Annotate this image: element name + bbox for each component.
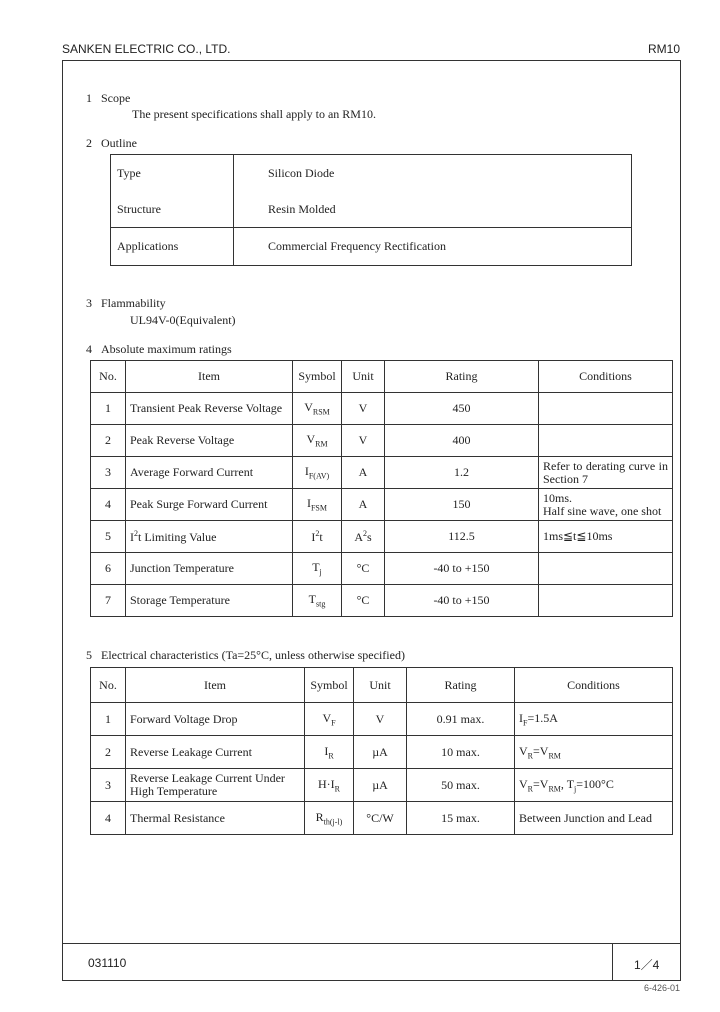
header-symbol: Symbol: [305, 668, 354, 703]
row-conditions: [539, 393, 673, 425]
row-no: 1: [91, 393, 126, 425]
header-rule: [62, 60, 681, 61]
row-unit: µA: [354, 769, 407, 802]
row-unit: $A^2s$: [342, 521, 385, 553]
table-row: [91, 802, 673, 835]
outline-value-applications: Commercial Frequency Rectification: [234, 228, 632, 266]
row-item: Junction Temperature: [126, 553, 293, 585]
table-row: [91, 769, 673, 802]
section-electrical-title: 5 Electrical characteristics (Ta=25°C, unless otherwise specified): [86, 648, 405, 662]
header-item: Item: [126, 668, 305, 703]
outline-value-type: Silicon Diode: [268, 165, 335, 180]
table-row: [91, 703, 673, 736]
section-outline-title: 2 Outline: [86, 136, 137, 150]
header-unit: Unit: [342, 361, 385, 393]
table-row: [91, 393, 673, 425]
row-conditions: Refer to derating curve in Section 7: [539, 457, 673, 489]
header-rating: Rating: [385, 361, 539, 393]
row-unit: A: [342, 457, 385, 489]
row-symbol: $I_{FSM}$: [293, 489, 342, 521]
row-unit: V: [342, 393, 385, 425]
row-unit: µA: [354, 736, 407, 769]
outline-label-applications: Applications: [111, 228, 234, 266]
header-symbol: Symbol: [293, 361, 342, 393]
row-conditions: Between Junction and Lead: [515, 802, 673, 835]
row-symbol: $T_{stg}$: [293, 585, 342, 617]
row-symbol: $V_{RSM}$: [293, 393, 342, 425]
table-row: [91, 457, 673, 489]
outline-values: [234, 155, 632, 228]
row-symbol: $I_R$: [305, 736, 354, 769]
row-no: 7: [91, 585, 126, 617]
row-no: 2: [91, 425, 126, 457]
row-item: Transient Peak Reverse Voltage: [126, 393, 293, 425]
page-border-right: [680, 60, 681, 981]
flammability-text: UL94V-0(Equivalent): [130, 313, 236, 327]
row-symbol: $R_{th(j-l)}$: [305, 802, 354, 835]
row-item: Reverse Leakage Current Under High Temperature: [126, 769, 305, 802]
row-no: 2: [91, 736, 126, 769]
row-item: Peak Surge Forward Current: [126, 489, 293, 521]
row-unit: °C: [342, 585, 385, 617]
outline-label-type: Type: [117, 165, 141, 180]
row-no: 5: [91, 521, 126, 553]
row-item: $I^2t$ Limiting Value: [126, 521, 293, 553]
electrical-header-row: [91, 668, 673, 703]
table-row: [91, 553, 673, 585]
document-code: 031110: [88, 956, 127, 970]
row-conditions: 10ms. Half sine wave, one shot: [539, 489, 673, 521]
table-row: [91, 736, 673, 769]
row-symbol: $I^2t$: [293, 521, 342, 553]
row-item: Peak Reverse Voltage: [126, 425, 293, 457]
row-no: 3: [91, 769, 126, 802]
row-item: Forward Voltage Drop: [126, 703, 305, 736]
header-unit: Unit: [354, 668, 407, 703]
row-conditions: $V_R=V_{RM}$, $T_j=100^\circ C$: [515, 769, 673, 802]
row-no: 3: [91, 457, 126, 489]
section-flammability-title: 3 Flammability: [86, 296, 166, 310]
row-rating: 50 max.: [407, 769, 515, 802]
row-item: Reverse Leakage Current: [126, 736, 305, 769]
row-no: 4: [91, 802, 126, 835]
row-symbol: $I_{F(AV)}$: [293, 457, 342, 489]
table-row: [91, 489, 673, 521]
row-rating: 0.91 max.: [407, 703, 515, 736]
row-unit: A: [342, 489, 385, 521]
row-unit: V: [354, 703, 407, 736]
outline-labels: [111, 155, 234, 228]
row-rating: -40 to +150: [385, 553, 539, 585]
row-unit: °C/W: [354, 802, 407, 835]
header-no: No.: [91, 361, 126, 393]
header-item: Item: [126, 361, 293, 393]
row-rating: 1.2: [385, 457, 539, 489]
row-symbol: $V_F$: [305, 703, 354, 736]
header-rating: Rating: [407, 668, 515, 703]
row-item: Thermal Resistance: [126, 802, 305, 835]
row-rating: 150: [385, 489, 539, 521]
section-absolute-title: 4 Absolute maximum ratings: [86, 342, 232, 356]
absolute-ratings-table: [90, 360, 673, 617]
row-symbol: $T_j$: [293, 553, 342, 585]
row-conditions: [539, 425, 673, 457]
row-rating: 400: [385, 425, 539, 457]
row-no: 4: [91, 489, 126, 521]
model-number: RM10: [647, 42, 680, 56]
row-symbol: $H\cdot I_R$: [305, 769, 354, 802]
absolute-header-row: [91, 361, 673, 393]
row-unit: °C: [342, 553, 385, 585]
form-number: 6-426-01: [643, 983, 680, 993]
company-name: SANKEN ELECTRIC CO., LTD.: [62, 42, 231, 56]
row-conditions: [539, 585, 673, 617]
page-number: 1／4: [634, 958, 660, 972]
scope-text: The present specifications shall apply to an RM10.: [132, 107, 376, 121]
row-item: Storage Temperature: [126, 585, 293, 617]
outline-row-applications: [111, 228, 632, 266]
row-conditions: $V_R=V_{RM}$: [515, 736, 673, 769]
outline-row-group: [111, 155, 632, 228]
page-border-left: [62, 60, 63, 981]
row-item: Average Forward Current: [126, 457, 293, 489]
row-no: 1: [91, 703, 126, 736]
row-rating: 15 max.: [407, 802, 515, 835]
header-conditions: Conditions: [515, 668, 673, 703]
row-rating: 10 max.: [407, 736, 515, 769]
footer-divider: [612, 943, 613, 980]
header-conditions: Conditions: [539, 361, 673, 393]
row-unit: V: [342, 425, 385, 457]
table-row: [91, 521, 673, 553]
row-no: 6: [91, 553, 126, 585]
footer-rule-top: [62, 943, 681, 944]
row-conditions: 1ms≦t≦10ms: [539, 521, 673, 553]
table-row: [91, 425, 673, 457]
row-symbol: $V_{RM}$: [293, 425, 342, 457]
section-scope-title: 1 Scope: [86, 91, 131, 105]
electrical-characteristics-table: [90, 667, 673, 835]
outline-label-structure: Structure: [117, 201, 161, 216]
row-rating: 112.5: [385, 521, 539, 553]
row-rating: -40 to +150: [385, 585, 539, 617]
table-row: [91, 585, 673, 617]
header-no: No.: [91, 668, 126, 703]
row-conditions: $I_F=1.5A$: [515, 703, 673, 736]
outline-table: [110, 154, 632, 266]
outline-value-structure: Resin Molded: [268, 201, 336, 216]
row-conditions: [539, 553, 673, 585]
row-rating: 450: [385, 393, 539, 425]
footer-rule-bottom: [62, 980, 681, 981]
